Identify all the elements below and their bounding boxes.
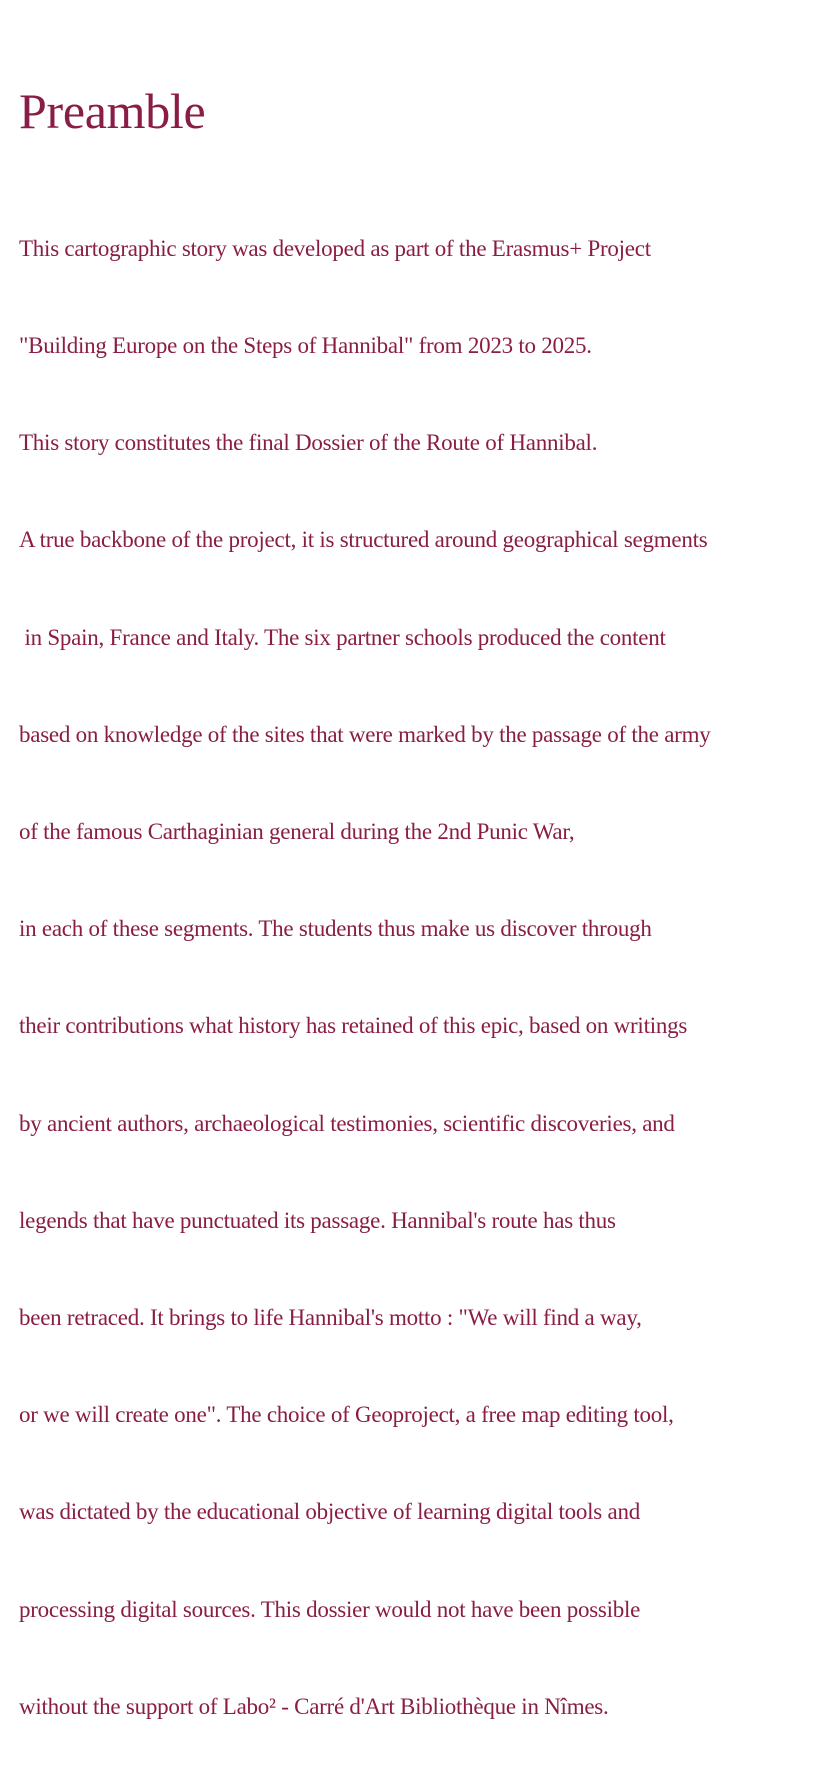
body-line: by ancient authors, archaeological testimonies, scientific discoveries, and — [19, 1110, 675, 1136]
body-line: A true backbone of the project, it is structured around geographical segments — [19, 527, 708, 553]
body-line: was dictated by the educational objective of learning digital tools and — [19, 1499, 640, 1525]
page-title: Preamble — [19, 83, 206, 139]
body-line: processing digital sources. This dossier would not have been possible — [19, 1596, 641, 1622]
body-line: "Building Europe on the Steps of Hannibal" from 2023 to 2025. — [19, 333, 592, 359]
preamble-section — [19, 80, 819, 1788]
body-line: of the famous Carthaginian general during the 2nd Punic War, — [19, 819, 575, 845]
body-line: legends that have punctuated its passage. Hannibal's route has thus — [19, 1207, 616, 1233]
body-line: This story constitutes the final Dossier of the Route of Hannibal. — [19, 430, 598, 456]
body-line: This cartographic story was developed as part of the Erasmus+ Project — [19, 235, 651, 261]
body-line: without the support of Labo² - Carré d'Art Bibliothèque in Nîmes. — [19, 1693, 609, 1719]
body-line: been retraced. It brings to life Hannibal's motto : "We will find a way, — [19, 1305, 642, 1331]
body-line: their contributions what history has retained of this epic, based on writings — [19, 1013, 688, 1039]
body-line: or we will create one". The choice of Geoproject, a free map editing tool, — [19, 1402, 674, 1428]
body-line: in each of these segments. The students thus make us discover through — [19, 916, 652, 942]
preamble-body — [19, 168, 819, 1788]
body-line: in Spain, France and Italy. The six partner schools produced the content — [19, 624, 666, 650]
body-line: based on knowledge of the sites that were marked by the passage of the army — [19, 721, 711, 747]
